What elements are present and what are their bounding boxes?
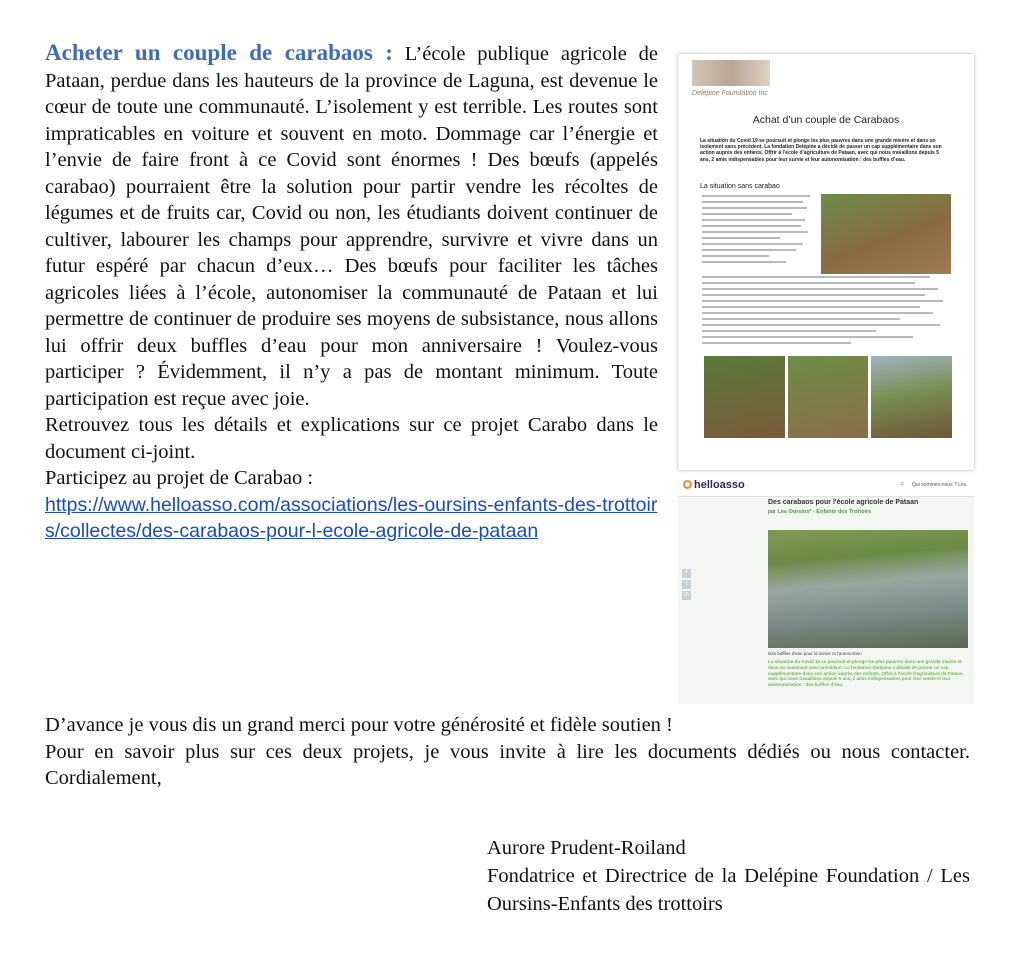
students-field-photo xyxy=(821,194,951,274)
helloasso-page-thumbnail[interactable] xyxy=(678,476,974,704)
carabao-paragraph xyxy=(45,40,658,412)
search-icon: ⌕ xyxy=(900,479,905,488)
thanks-line: D’avance je vous dis un grand merci pour votre générosité et fidèle soutien ! xyxy=(45,714,673,736)
project-document-thumbnail[interactable] xyxy=(678,54,974,470)
doc-intro: La situation du Covid 19 se poursuit et plonge les plus pauvres dans une grande misère et dans un isolement sans précédent. La fondation Delépine a décidé de passer un cap supplémentaire dans son action auprès des enfants. Offrir à l’école d’agriculture de Pataan, avec qui nous travaillons depuis 5 ans, 2 amis indispensables pour leur survie et leur autonomisation : des buffles d’eau. xyxy=(700,138,942,163)
doc-org-name: Delépine Foundation Inc xyxy=(692,90,768,97)
closing-section xyxy=(45,712,970,792)
doc-title: Achat d’un couple de Carabaos xyxy=(752,114,900,126)
helloasso-logo-icon xyxy=(683,480,692,489)
doc-list-text xyxy=(702,195,814,267)
carabao-body: L’école publique agricole de Pataan, perdue dans les hauteurs de la province de Laguna, est devenue le cœur de toute une communauté. L’isolement y est terrible. Les routes sont impraticables en voiture et souvent en moto. Dommage car l’énergie et l’envie de faire front à ce Covid sont énormes ! Des bœufs (appelés carabao) pourraient être la solution pour partir vendre les récoltes de légumes et de fruits car, Covid ou non, les étudiants doivent continuer de cultiver, labourer les champs pour apprendre, survivre et vivre dans un futur espéré par chacun d’eux… Des bœufs pour faciliter les tâches agricoles liées à l’école, autonomiser la communauté de Pataan et lui permettre de continuer de produire ses moyens de subsistance, nous allons lui offrir deux buffles d’eau pour mon anniversaire ! Voulez-vous participer ? Évidemment, il n’y a pas de montant minimum. Toute participation est reçue avec joie. xyxy=(45,43,659,410)
photo-caption: Des buffles d'eau pour la survie et l'autonomie ! xyxy=(768,651,863,656)
more-info-line: Pour en savoir plus sur ces deux projets, je vous invite à lire les documents dédiés ou nous contacter. Cordialement, xyxy=(45,740,970,789)
farm-photo xyxy=(871,356,952,438)
collecte-description: La situation du Covid 19 se poursuit et plonge les plus pauvres dans une grande misère et dans un isolement sans précédent. La fondation Delépine a décidé de passer un cap supplémentaire dans son action auprès des enfants. Offrir à l'école d'agriculture de Pataan, avec qui nous travaillons depuis 5 ans, 2 amis indispensables pour leur survie et leur autonomisation : des buffles d'eau. xyxy=(768,659,964,688)
collecte-title: Des carabaos pour l'école agricole de Pataan xyxy=(768,499,919,506)
foundation-logo xyxy=(692,60,770,86)
social-share-bar xyxy=(682,569,691,602)
doc-body-text xyxy=(702,276,950,348)
carabao-details: Retrouvez tous les détails et explications sur ce projet Carabo dans le document ci-joint. xyxy=(45,414,658,463)
doc-subheading: La situation sans carabao xyxy=(700,183,780,190)
farm-photo xyxy=(788,356,869,438)
helloasso-header xyxy=(678,476,974,497)
carabao-participate: Participez au projet de Carabao : xyxy=(45,467,314,489)
facebook-icon: f xyxy=(682,569,691,578)
signature-name: Aurore Prudent-Roiland xyxy=(487,837,686,859)
signature-block xyxy=(487,834,970,918)
helloasso-link[interactable]: https://www.helloasso.com/associations/les-oursins-enfants-des-trottoirs/collectes/des-carabaos-pour-l-ecole-agricole-de-pataan xyxy=(45,493,658,542)
linkedin-icon: in xyxy=(682,591,691,600)
signature-role: Fondatrice et Directrice de la Delépine Foundation / Les Oursins-Enfants des trottoirs xyxy=(487,865,970,915)
farm-photo xyxy=(704,356,785,438)
carabao-section xyxy=(45,40,658,545)
collecte-organizer: par Les Oursins* - Enfants des Trottoirs xyxy=(768,509,872,515)
carabao-heading: Acheter un couple de carabaos : xyxy=(45,40,393,65)
doc-photo-row xyxy=(704,356,952,438)
helloasso-nav: Qui sommes-nous ? Les xyxy=(912,482,967,488)
carabao-plowing-photo xyxy=(768,530,968,648)
helloasso-logo: helloasso xyxy=(683,479,745,491)
twitter-icon: t xyxy=(682,580,691,589)
